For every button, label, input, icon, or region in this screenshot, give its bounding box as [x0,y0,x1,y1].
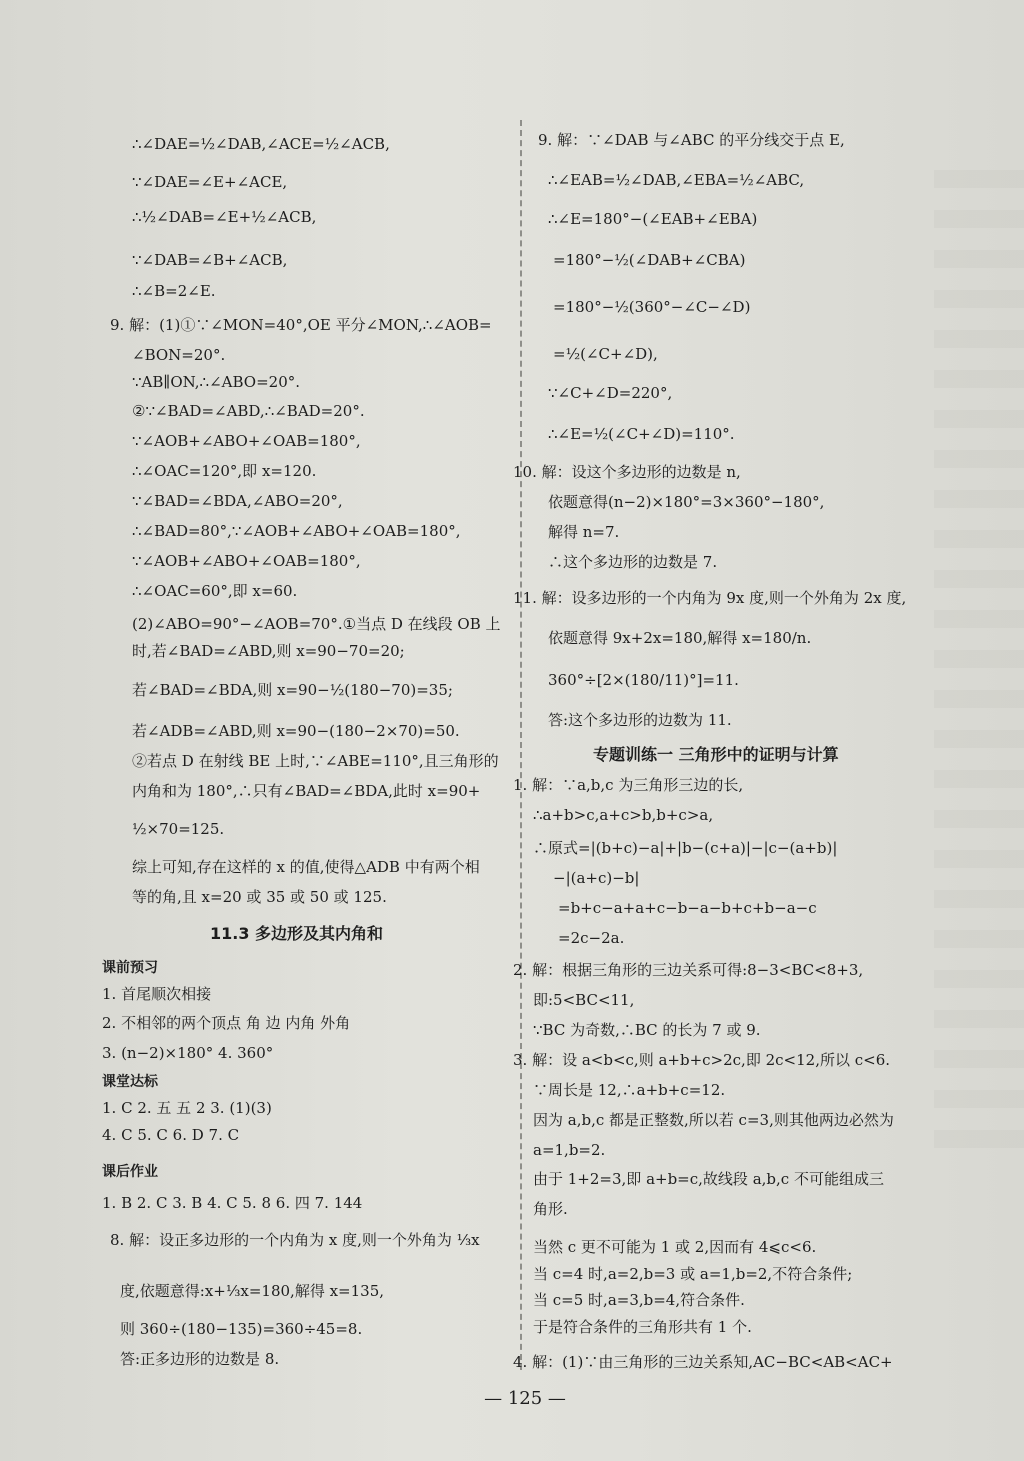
text-line: 9. 解：(1)①∵∠MON=40°,OE 平分∠MON,∴∠AOB= [110,316,492,334]
text-line: 若∠ADB=∠ABD,则 x=90−(180−2×70)=50. [132,722,460,740]
text-line: 依题意得 9x+2x=180,解得 x=180/n. [548,629,812,647]
text-line: 由于 1+2=3,即 a+b=c,故线段 a,b,c 不可能组成三 [533,1170,884,1188]
text-line: ∴∠BAD=80°,∵∠AOB+∠ABO+∠OAB=180°, [132,522,461,540]
text-line: 9. 解：∵∠DAB 与∠ABC 的平分线交于点 E, [538,131,845,149]
text-line: 3. 解：设 a<b<c,则 a+b+c>2c,即 2c<12,所以 c<6. [513,1051,891,1069]
text-line: 当 c=4 时,a=2,b=3 或 a=1,b=2,不符合条件; [533,1265,853,1283]
text-line: ∴∠DAE=½∠DAB,∠ACE=½∠ACB, [132,135,390,153]
text-line: ∴∠B=2∠E. [132,282,216,300]
text-line: ∵BC 为奇数,∴BC 的长为 7 或 9. [533,1021,761,1039]
text-line: ½×70=125. [132,820,225,838]
text-line: 4. C 5. C 6. D 7. C [102,1126,240,1144]
text-line: ∵周长是 12,∴a+b+c=12. [533,1081,726,1099]
text-line: 2. 不相邻的两个顶点 角 边 内角 外角 [102,1014,351,1032]
text-line: ∵∠AOB+∠ABO+∠OAB=180°, [132,552,361,570]
text-line: =180°−½(360°−∠C−∠D) [553,298,751,316]
text-line: −|(a+c)−b| [553,869,640,887]
text-line: ②∵∠BAD=∠ABD,∴∠BAD=20°. [132,402,365,420]
text-line: 于是符合条件的三角形共有 1 个. [533,1318,752,1336]
text-line: 因为 a,b,c 都是正整数,所以若 c=3,则其他两边必然为 [533,1111,894,1129]
text-line: 1. C 2. 五 五 2 3. (1)(3) [102,1099,272,1117]
text-line: ∵∠AOB+∠ABO+∠OAB=180°, [132,432,361,450]
text-line: ∴这个多边形的边数是 7. [548,553,718,571]
text-line: 解得 n=7. [548,523,620,541]
text-line: 度,依题意得:x+⅓x=180,解得 x=135, [120,1282,385,1300]
text-line: ∴∠OAC=60°,即 x=60. [132,582,298,600]
text-line: =180°−½(∠DAB+∠CBA) [553,251,746,269]
text-line: a=1,b=2. [533,1141,606,1159]
text-line: ②若点 D 在射线 BE 上时,∵∠ABE=110°,且三角形的 [132,752,499,770]
text-line: ∵∠C+∠D=220°, [548,384,673,402]
subsection-label: 课堂达标 [102,1074,158,1090]
text-line: 11. 解：设多边形的一个内角为 9x 度,则一个外角为 2x 度, [513,589,907,607]
text-line: 1. B 2. C 3. B 4. C 5. 8 6. 四 7. 144 [102,1194,363,1212]
text-line: 1. 首尾顺次相接 [102,985,212,1003]
text-line: ∴∠E=180°−(∠EAB+∠EBA) [548,210,758,228]
text-line: ∵∠DAE=∠E+∠ACE, [132,173,288,191]
text-line: 当然 c 更不可能为 1 或 2,因而有 4⩽c<6. [533,1238,817,1256]
text-line: ∴∠OAC=120°,即 x=120. [132,462,317,480]
text-line: 角形. [533,1200,568,1218]
text-line: 等的角,且 x=20 或 35 或 50 或 125. [132,888,387,906]
text-line: ∴∠E=½(∠C+∠D)=110°. [548,425,735,443]
text-line: 3. (n−2)×180° 4. 360° [102,1044,274,1062]
text-line: =½(∠C+∠D), [553,345,658,363]
column-divider [520,120,522,1370]
text-line: 1. 解：∵a,b,c 为三角形三边的长, [513,776,744,794]
text-line: 360°÷[2×(180/11)°]=11. [548,671,739,689]
text-line: 答:正多边形的边数是 8. [120,1350,280,1368]
section-heading: 专题训练一 三角形中的证明与计算 [593,745,839,764]
text-line: 内角和为 180°,∴只有∠BAD=∠BDA,此时 x=90+ [132,782,481,800]
text-line: ∵AB∥ON,∴∠ABO=20°. [132,373,301,391]
text-line: 综上可知,存在这样的 x 的值,使得△ADB 中有两个相 [132,858,480,876]
text-line: =b+c−a+a+c−b−a−b+c+b−a−c [558,899,817,917]
text-line: 4. 解：(1)∵由三角形的三边关系知,AC−BC<AB<AC+ [513,1353,893,1371]
text-line: ∴½∠DAB=∠E+½∠ACB, [132,208,317,226]
subsection-label: 课前预习 [102,960,158,976]
subsection-label: 课后作业 [102,1164,158,1180]
text-line: 答:这个多边形的边数为 11. [548,711,732,729]
text-line: ∠BON=20°. [132,346,226,364]
text-line: ∴∠EAB=½∠DAB,∠EBA=½∠ABC, [548,171,805,189]
text-line: 2. 解：根据三角形的三边关系可得:8−3<BC<8+3, [513,961,864,979]
bleed-through-texture [934,170,1024,1170]
text-line: ∴原式=|(b+c)−a|+|b−(c+a)|−|c−(a+b)| [533,839,838,857]
section-heading: 11.3 多边形及其内角和 [210,924,384,943]
page-number: — 125 — [484,1388,566,1409]
text-line: 则 360÷(180−135)=360÷45=8. [120,1320,363,1338]
text-line: ∵∠DAB=∠B+∠ACB, [132,251,288,269]
text-line: ∴a+b>c,a+c>b,b+c>a, [533,806,714,824]
text-line: 8. 解：设正多边形的一个内角为 x 度,则一个外角为 ⅓x [110,1231,480,1249]
text-line: (2)∠ABO=90°−∠AOB=70°.①当点 D 在线段 OB 上 [132,615,501,633]
text-line: 若∠BAD=∠BDA,则 x=90−½(180−70)=35; [132,681,453,699]
text-line: 当 c=5 时,a=3,b=4,符合条件. [533,1291,745,1309]
text-line: 依题意得(n−2)×180°=3×360°−180°, [548,493,825,511]
text-line: 10. 解：设这个多边形的边数是 n, [513,463,741,481]
text-line: 时,若∠BAD=∠ABD,则 x=90−70=20; [132,642,405,660]
text-line: ∵∠BAD=∠BDA,∠ABO=20°, [132,492,343,510]
text-line: 即:5<BC<11, [533,991,635,1009]
text-line: =2c−2a. [558,929,625,947]
